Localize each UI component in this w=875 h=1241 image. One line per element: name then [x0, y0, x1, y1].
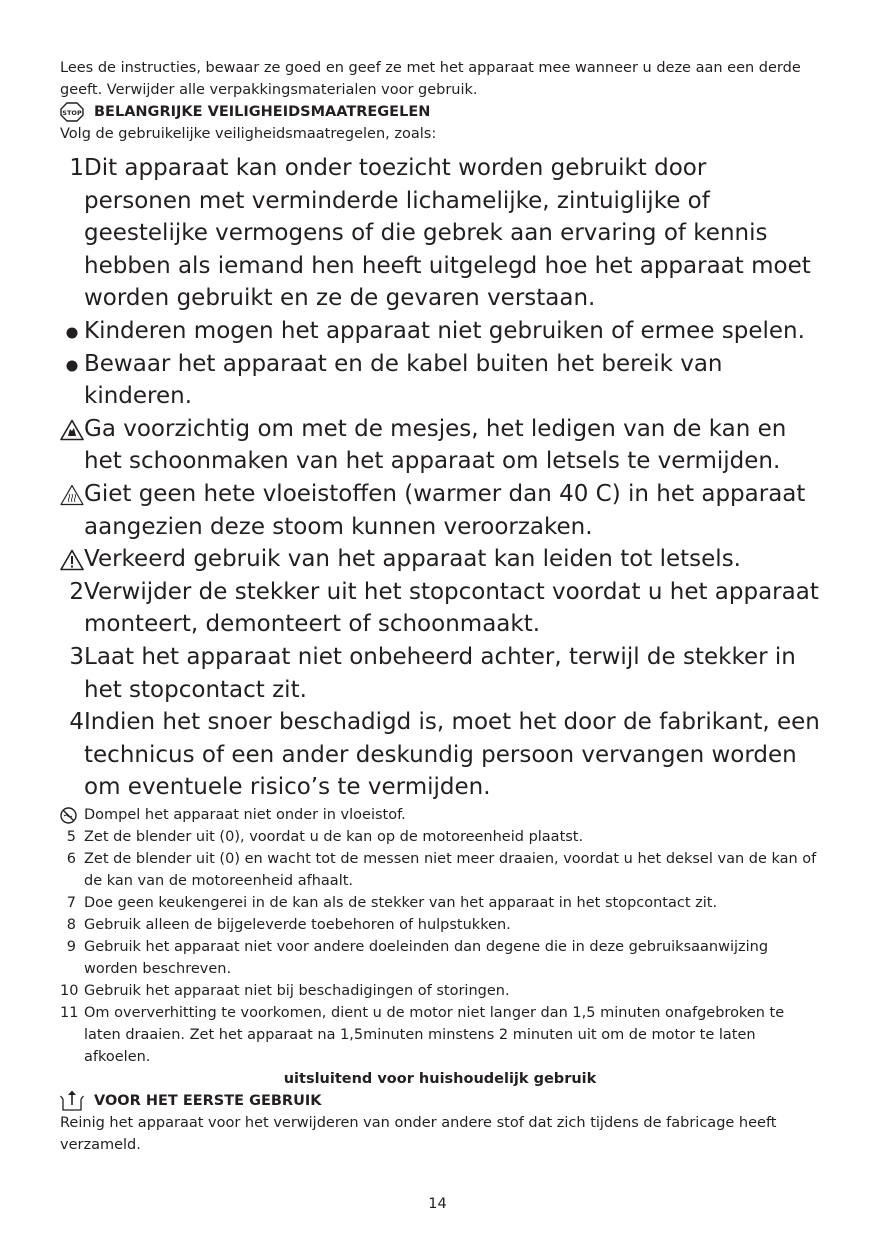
safety-subtitle: Volg de gebruikelijke veiligheidsmaatregelen, zoals:: [60, 126, 437, 142]
small-list: [60, 804, 820, 1068]
list-item: [60, 826, 820, 848]
household-note: uitsluitend voor huishoudelijk gebruik: [283, 1070, 597, 1087]
safety-heading: [60, 101, 820, 123]
first-use-text: Reinig het apparaat voor het verwijderen van onder andere stof dat zich tijdens de fabricage heeft verzameld.: [60, 1114, 777, 1153]
item-text: Ga voorzichtig om met de mesjes, het ledigen van de kan en het schoonmaken van het apparaat om letsels te vermijden.: [84, 415, 787, 475]
item-text: Gebruik het apparaat niet voor andere doeleinden dan degene die in deze gebruiksaanwijzing worden beschreven.: [84, 938, 769, 977]
item-number: 2: [69, 578, 84, 605]
stop-icon: [60, 102, 84, 122]
list-item: [60, 576, 820, 641]
list-item: [60, 892, 820, 914]
item-number: 11: [60, 1004, 79, 1021]
item-number: 3: [69, 643, 84, 670]
item-number: 7: [66, 894, 76, 911]
list-item: [60, 413, 820, 478]
list-item: [60, 848, 820, 892]
list-item: [60, 478, 820, 543]
item-text: Indien het snoer beschadigd is, moet het door de fabrikant, een technicus of een ander deskundig persoon vervangen worden om eventuele risico’s te vermijden.: [84, 709, 820, 801]
item-number: 4: [69, 709, 84, 736]
bullet-icon: [60, 327, 84, 339]
stop-icon-text: STOP: [62, 108, 82, 117]
warning-icon: [60, 549, 84, 571]
item-text: Verkeerd gebruik van het apparaat kan leiden tot letsels.: [84, 546, 741, 573]
manual-page: [60, 0, 820, 1156]
item-number: 6: [66, 850, 76, 867]
intro-text: Lees de instructies, bewaar ze goed en geef ze met het apparaat mee wanneer u deze aan een derde geeft. Verwijder alle verpakkingsmaterialen voor gebruik.: [60, 60, 801, 98]
item-text: Dompel het apparaat niet onder in vloeistof.: [84, 806, 406, 823]
list-item: [60, 1002, 820, 1068]
item-text: Laat het apparaat niet onbeheerd achter, terwijl de stekker in het stopcontact zit.: [84, 643, 796, 703]
item-text: Dit apparaat kan onder toezicht worden gebruikt door personen met verminderde lichamelijke, zintuiglijke of geestelijke vermogens of die gebrek aan ervaring of kennis hebben als iemand hen heeft uitgelegd hoe het apparaat moet worden gebruikt en ze de gevaren verstaan.: [84, 155, 811, 312]
list-item: [60, 348, 820, 413]
list-item: [60, 706, 820, 804]
list-item: [60, 804, 820, 826]
item-text: Verwijder de stekker uit het stopcontact voordat u het apparaat monteert, demonteert of schoonmaakt.: [84, 578, 819, 638]
list-item: [60, 936, 820, 980]
safety-heading-label: BELANGRIJKE VEILIGHEIDSMAATREGELEN: [94, 104, 431, 120]
list-item: [60, 315, 820, 348]
item-number: 8: [66, 916, 76, 933]
no-immersion-icon: [60, 807, 84, 824]
item-text: Kinderen mogen het apparaat niet gebruiken of ermee spelen.: [84, 317, 805, 344]
hand-blade-warning-icon: [60, 419, 84, 441]
bullet-icon: [60, 360, 84, 372]
item-text: Zet de blender uit (0) en wacht tot de messen niet meer draaien, voordat u het deksel van de kan of de kan van de motoreenheid afhaalt.: [84, 850, 817, 889]
first-use-heading-label: VOOR HET EERSTE GEBRUIK: [94, 1092, 322, 1109]
item-text: Om oververhitting te voorkomen, dient u de motor niet langer dan 1,5 minuten onafgebroken te laten draaien. Zet het apparaat na 1,5minuten minstens 2 minuten uit om de motor te laten afkoelen.: [84, 1004, 785, 1065]
list-item: [60, 980, 820, 1002]
item-number: 10: [60, 982, 79, 999]
item-text: Doe geen keukengerei in de kan als de stekker van het apparaat in het stopcontact zit.: [84, 894, 718, 911]
list-item: [60, 152, 820, 315]
list-item: [60, 641, 820, 706]
page-number: 14: [428, 1196, 447, 1212]
item-text: Zet de blender uit (0), voordat u de kan op de motoreenheid plaatst.: [84, 828, 584, 845]
list-item: [60, 543, 820, 576]
item-number: 5: [66, 828, 76, 845]
item-number: 1: [69, 155, 84, 181]
first-use-heading: [60, 1090, 820, 1112]
item-text: Bewaar het apparaat en de kabel buiten het bereik van kinderen.: [84, 350, 723, 410]
item-number: 9: [66, 938, 76, 955]
item-text: Gebruik alleen de bijgeleverde toebehoren of hulpstukken.: [84, 916, 511, 933]
big-list: [60, 152, 820, 804]
item-text: Giet geen hete vloeistoffen (warmer dan 40 C) in het apparaat aangezien deze stoom kunnen veroorzaken.: [84, 480, 806, 540]
list-item: [60, 914, 820, 936]
unpack-icon: [60, 1090, 84, 1111]
hot-liquid-warning-icon: [60, 484, 84, 506]
item-text: Gebruik het apparaat niet bij beschadigingen of storingen.: [84, 982, 510, 999]
